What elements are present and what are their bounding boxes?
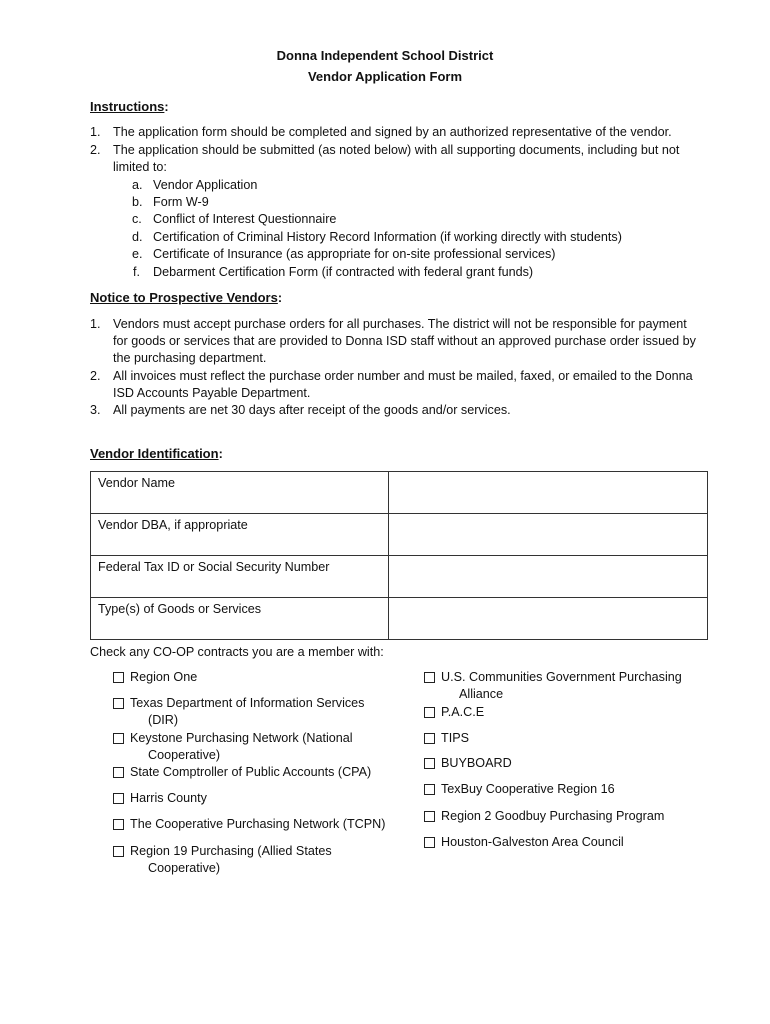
checkbox[interactable]: [113, 819, 124, 830]
vendor-dba-field[interactable]: [389, 514, 708, 556]
table-row: [91, 598, 708, 640]
checkbox[interactable]: [113, 672, 124, 683]
coop-option-label: Region 19 Purchasing (Allied States: [130, 844, 332, 858]
subitem-text: Form W-9: [153, 195, 209, 209]
coop-option-label-wrap: Cooperative): [148, 861, 221, 875]
coop-prompt: Check any CO-OP contracts you are a member with:: [90, 645, 384, 659]
notice-heading: Notice to Prospective Vendors:: [90, 290, 283, 305]
subitem-letter: b.: [132, 195, 143, 209]
subitem-text: Conflict of Interest Questionnaire: [153, 212, 337, 226]
instruction-text: limited to:: [113, 160, 167, 174]
coop-option-label: Texas Department of Information Services: [130, 696, 365, 710]
coop-option-label-wrap: Cooperative): [148, 748, 221, 762]
coop-option-label: Region 2 Goodbuy Purchasing Program: [441, 809, 665, 823]
notice-text: the purchasing department.: [113, 351, 267, 365]
instruction-text: The application form should be completed and signed by an authorized representative of the vendor.: [113, 125, 672, 139]
subitem-letter: d.: [132, 230, 143, 244]
form-title: Vendor Application Form: [307, 69, 463, 84]
goods-services-label: Type(s) of Goods or Services: [91, 598, 389, 640]
notice-text: All invoices must reflect the purchase order number and must be mailed, faxed, or emailed to the Donna: [113, 369, 693, 383]
checkbox[interactable]: [424, 672, 435, 683]
subitem-text: Certificate of Insurance (as appropriate for on-site professional services): [153, 247, 556, 261]
checkbox[interactable]: [424, 707, 435, 718]
checkbox[interactable]: [113, 793, 124, 804]
coop-option-label: TexBuy Cooperative Region 16: [441, 782, 615, 796]
checkbox[interactable]: [424, 784, 435, 795]
subitem-text: Certification of Criminal History Record Information (if working directly with students): [153, 230, 622, 244]
checkbox[interactable]: [113, 698, 124, 709]
subitem-letter: f.: [133, 265, 140, 279]
coop-option-label: U.S. Communities Government Purchasing: [441, 670, 682, 684]
table-row: [91, 472, 708, 514]
subitem-letter: c.: [132, 212, 142, 226]
tax-id-field[interactable]: [389, 556, 708, 598]
coop-option-label: P.A.C.E: [441, 705, 485, 719]
subitem-text: Vendor Application: [153, 178, 258, 192]
district-title: Donna Independent School District: [276, 48, 494, 63]
notice-number: 2.: [90, 369, 101, 383]
vendor-name-label: Vendor Name: [91, 472, 389, 514]
coop-option-label: The Cooperative Purchasing Network (TCPN): [130, 817, 386, 831]
checkbox[interactable]: [113, 767, 124, 778]
subitem-text: Debarment Certification Form (if contracted with federal grant funds): [153, 265, 534, 279]
coop-option-label: State Comptroller of Public Accounts (CPA): [130, 765, 372, 779]
vendor-dba-label: Vendor DBA, if appropriate: [91, 514, 389, 556]
checkbox[interactable]: [424, 733, 435, 744]
table-row: [91, 514, 708, 556]
subitem-letter: e.: [132, 247, 143, 261]
coop-option-label-wrap: (DIR): [148, 713, 179, 727]
checkbox[interactable]: [113, 846, 124, 857]
table-row: [91, 556, 708, 598]
subitem-letter: a.: [132, 178, 143, 192]
vendor-name-field[interactable]: [389, 472, 708, 514]
notice-number: 3.: [90, 403, 101, 417]
notice-text: ISD Accounts Payable Department.: [113, 386, 311, 400]
coop-option-label: Houston-Galveston Area Council: [441, 835, 624, 849]
instruction-number: 2.: [90, 143, 101, 157]
goods-services-field[interactable]: [389, 598, 708, 640]
vendor-identification-table: [90, 471, 708, 640]
checkbox[interactable]: [424, 837, 435, 848]
coop-option-label: BUYBOARD: [441, 756, 512, 770]
notice-number: 1.: [90, 317, 101, 331]
checkbox[interactable]: [113, 733, 124, 744]
coop-option-label: Keystone Purchasing Network (National: [130, 731, 353, 745]
notice-text: Vendors must accept purchase orders for all purchases. The district will not be responsible for payment: [113, 317, 687, 331]
coop-option-label: Region One: [130, 670, 198, 684]
instruction-number: 1.: [90, 125, 101, 139]
tax-id-label: Federal Tax ID or Social Security Number: [91, 556, 389, 598]
coop-option-label: TIPS: [441, 731, 469, 745]
instruction-text: The application should be submitted (as noted below) with all supporting documents, including but not: [113, 143, 680, 157]
notice-text: for goods or services that are provided to Donna ISD staff without an approved purchase order issued by: [113, 334, 696, 348]
checkbox[interactable]: [424, 758, 435, 769]
vendor-identification-heading: Vendor Identification:: [90, 446, 223, 461]
coop-option-label: Harris County: [130, 791, 207, 805]
coop-option-label-wrap: Alliance: [459, 687, 504, 701]
notice-text: All payments are net 30 days after receipt of the goods and/or services.: [113, 403, 511, 417]
instructions-heading: Instructions:: [90, 99, 169, 114]
checkbox[interactable]: [424, 811, 435, 822]
